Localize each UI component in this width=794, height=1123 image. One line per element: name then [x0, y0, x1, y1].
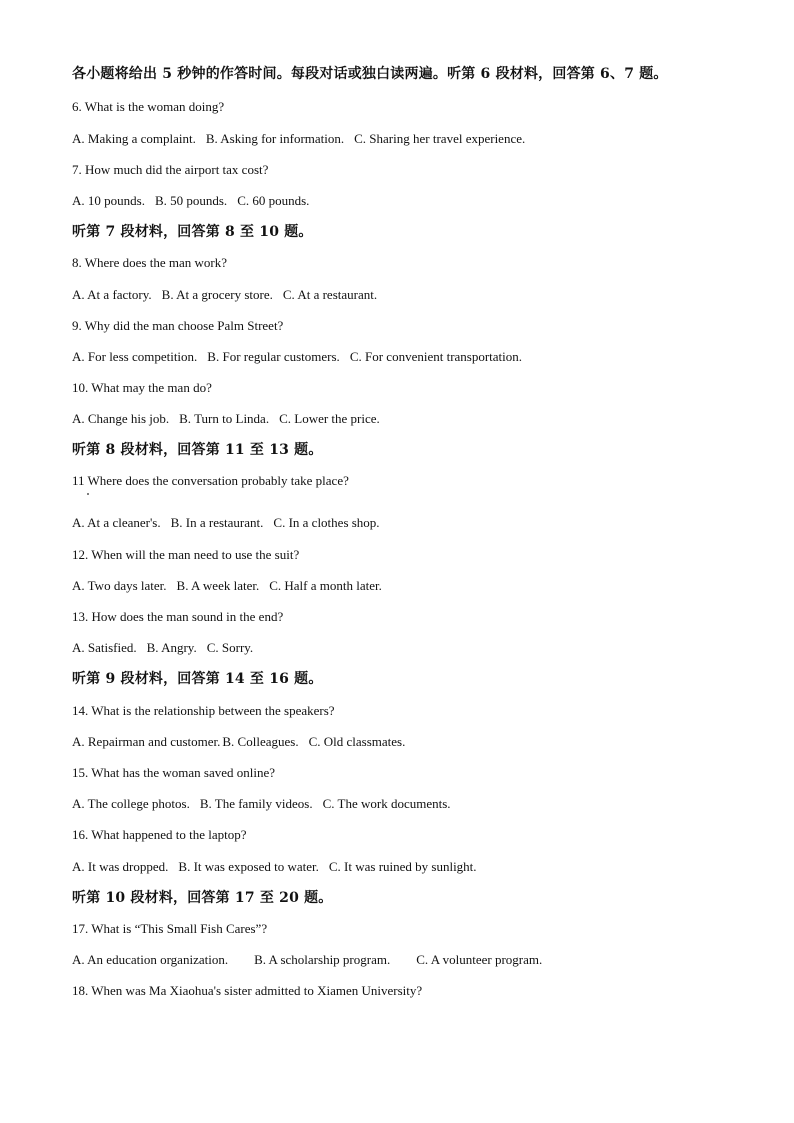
- option-8c: C. At a restaurant.: [282, 287, 378, 302]
- option-8a: A. At a factory.: [72, 287, 152, 302]
- question-10: 10. What may the man do?: [72, 380, 212, 395]
- option-10c: C. Lower the price.: [279, 411, 380, 426]
- option-7a: A. 10 pounds.: [72, 193, 145, 208]
- options-16: [72, 859, 477, 875]
- option-12c: C. Half a month later.: [269, 578, 382, 593]
- option-12a: A. Two days later.: [72, 578, 167, 593]
- option-15c: C. The work documents.: [322, 796, 451, 811]
- question-11: 11 Where does the conversation probably take place?: [72, 473, 349, 488]
- option-6b: B. Asking for information.: [205, 131, 345, 146]
- option-13c: C. Sorry.: [206, 640, 254, 655]
- question-15: 15. What has the woman saved online?: [72, 765, 276, 780]
- option-6c: C. Sharing her travel experience.: [354, 131, 526, 146]
- option-6a: A. Making a complaint.: [72, 131, 196, 146]
- option-9c: C. For convenient transportation.: [349, 349, 523, 364]
- option-14a: A. Repairman and customer.: [72, 734, 221, 749]
- options-13: [72, 640, 253, 656]
- options-8: [72, 287, 377, 303]
- section-heading-8: 听第 8 段材料，回答第 11 至 13 题。: [72, 442, 323, 458]
- question-17: 17. What is “This Small Fish Cares”?: [72, 921, 268, 936]
- options-7: [72, 193, 309, 209]
- option-17b: B. A scholarship program.: [254, 952, 391, 967]
- option-13b: B. Angry.: [146, 640, 197, 655]
- option-17c: C. A volunteer program.: [416, 952, 543, 967]
- option-11b: B. In a restaurant.: [170, 515, 264, 530]
- option-17a: A. An education organization.: [72, 952, 229, 967]
- question-7: 7. How much did the airport tax cost?: [72, 162, 269, 177]
- option-14c: C. Old classmates.: [308, 734, 406, 749]
- question-6: 6. What is the woman doing?: [72, 99, 225, 114]
- question-18: 18. When was Ma Xiaohua's sister admitted to Xiamen University?: [72, 983, 423, 998]
- listening-instructions: 各小题将给出 5 秒钟的作答时间。每段对话或独白读两遍。听第 6 段材料，回答第 6、7 题。: [72, 66, 668, 82]
- option-10b: B. Turn to Linda.: [179, 411, 270, 426]
- section-heading-7: 听第 7 段材料，回答第 8 至 10 题。: [72, 224, 313, 240]
- option-13a: A. Satisfied.: [72, 640, 137, 655]
- option-16c: C. It was ruined by sunlight.: [328, 859, 477, 874]
- options-14: [72, 734, 405, 750]
- option-16b: B. It was exposed to water.: [178, 859, 319, 874]
- options-11: [72, 515, 380, 531]
- stray-dot-mark: [87, 493, 89, 495]
- section-heading-10: 听第 10 段材料，回答第 17 至 20 题。: [72, 890, 333, 906]
- option-11a: A. At a cleaner's.: [72, 515, 161, 530]
- options-17: [72, 952, 542, 968]
- option-7c: C. 60 pounds.: [237, 193, 310, 208]
- options-10: [72, 411, 380, 427]
- option-9a: A. For less competition.: [72, 349, 198, 364]
- question-12: 12. When will the man need to use the suit?: [72, 547, 300, 562]
- options-6: [72, 131, 525, 147]
- option-10a: A. Change his job.: [72, 411, 170, 426]
- question-16: 16. What happened to the laptop?: [72, 827, 247, 842]
- option-15a: A. The college photos.: [72, 796, 190, 811]
- options-15: [72, 796, 451, 812]
- options-9: [72, 349, 522, 365]
- option-16a: A. It was dropped.: [72, 859, 169, 874]
- question-13: 13. How does the man sound in the end?: [72, 609, 284, 624]
- option-9b: B. For regular customers.: [207, 349, 340, 364]
- option-7b: B. 50 pounds.: [154, 193, 228, 208]
- option-14b: B. Colleagues.: [222, 734, 299, 749]
- option-11c: C. In a clothes shop.: [273, 515, 380, 530]
- section-heading-9: 听第 9 段材料，回答第 14 至 16 题。: [72, 671, 323, 687]
- question-9: 9. Why did the man choose Palm Street?: [72, 318, 284, 333]
- option-15b: B. The family videos.: [199, 796, 313, 811]
- options-12: [72, 578, 382, 594]
- option-8b: B. At a grocery store.: [161, 287, 273, 302]
- question-8: 8. Where does the man work?: [72, 255, 227, 270]
- question-14: 14. What is the relationship between the speakers?: [72, 703, 335, 718]
- option-12b: B. A week later.: [176, 578, 260, 593]
